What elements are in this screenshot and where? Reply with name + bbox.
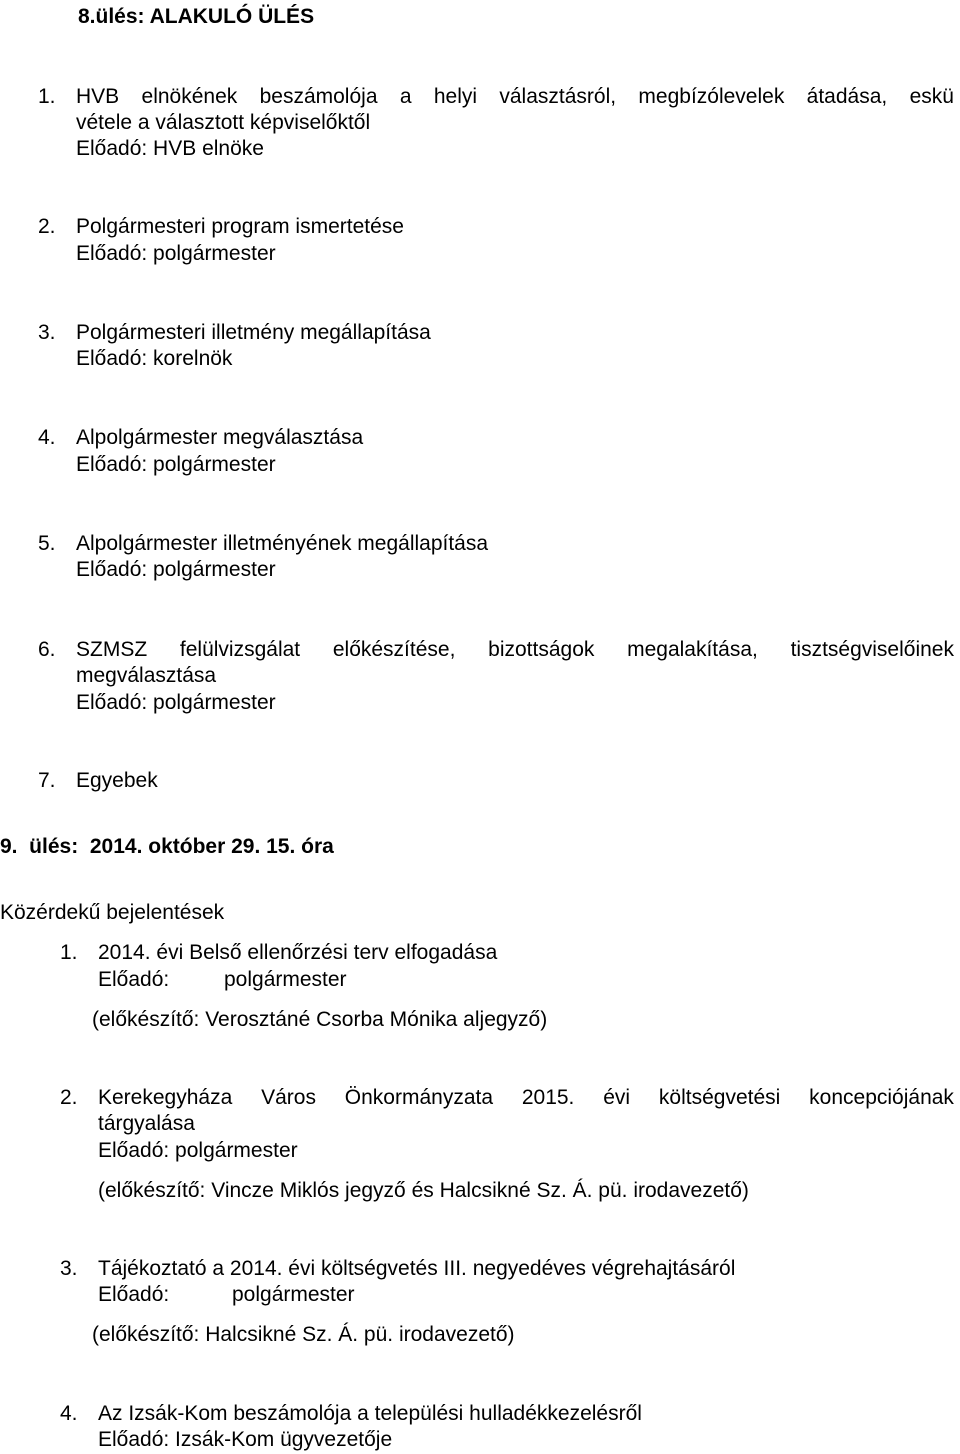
s9-item2-preparer: (előkészítő: Vincze Miklós jegyző és Halcsikné Sz. Á. pü. irodavezető) — [98, 1179, 749, 1202]
session9-subheading: Közérdekű bejelentések — [0, 901, 225, 924]
s8-item1-number: 1. — [38, 85, 56, 108]
s9-item3-preparer: (előkészítő: Halcsikné Sz. Á. pü. irodavezető) — [92, 1323, 515, 1346]
s9-item4-presenter: Előadó: Izsák-Kom ügyvezetője — [98, 1428, 393, 1451]
word: beszámolója — [259, 85, 378, 108]
word: tisztségviselőinek — [790, 638, 954, 661]
word: megalakítása, — [627, 638, 758, 661]
s9-item3-title: Tájékoztató a 2014. évi költségvetés III. negyedéves végrehajtásáról — [98, 1257, 736, 1280]
s8-item6-number: 6. — [38, 638, 56, 661]
s8-item1-presenter: Előadó: HVB elnöke — [76, 137, 264, 160]
s8-item6-title-line1 — [76, 637, 954, 663]
word: elnökének — [141, 85, 238, 108]
word: előkészítése, — [332, 638, 456, 661]
word: Önkormányzata — [344, 1086, 494, 1109]
s8-item1-title-line1 — [76, 84, 954, 110]
word: a — [399, 85, 412, 108]
s8-item7-number: 7. — [38, 769, 56, 792]
s9-item3-presenter-name: polgármester — [232, 1283, 355, 1306]
s9-item2-title-line2: tárgyalása — [98, 1112, 195, 1135]
s9-item3-number: 3. — [60, 1257, 78, 1280]
s9-item1-presenter-label: Előadó: — [98, 968, 170, 991]
word: 2015. — [521, 1086, 575, 1109]
s9-item4-number: 4. — [60, 1402, 78, 1425]
s9-item1-preparer: (előkészítő: Verosztáné Csorba Mónika aljegyző) — [92, 1008, 548, 1031]
word: választásról, — [499, 85, 617, 108]
word: évi — [603, 1086, 631, 1109]
word: megbízólevelek — [638, 85, 785, 108]
word: felülvizsgálat — [179, 638, 301, 661]
s8-item2-presenter: Előadó: polgármester — [76, 242, 276, 265]
s8-item5-presenter: Előadó: polgármester — [76, 558, 276, 581]
s8-item6-title-line2: megválasztása — [76, 664, 217, 687]
s8-item3-number: 3. — [38, 321, 56, 344]
s8-item3-presenter: Előadó: korelnök — [76, 347, 233, 370]
s8-item2-number: 2. — [38, 215, 56, 238]
word: Város — [261, 1086, 316, 1109]
s8-item4-number: 4. — [38, 426, 56, 449]
word: HVB — [76, 85, 120, 108]
s9-item1-number: 1. — [60, 941, 78, 964]
word: helyi — [433, 85, 478, 108]
s9-item2-number: 2. — [60, 1086, 78, 1109]
s9-item4-title: Az Izsák-Kom beszámolója a települési hulladékkezelésről — [98, 1402, 642, 1425]
s8-item7-title: Egyebek — [76, 769, 158, 792]
s8-item5-number: 5. — [38, 532, 56, 555]
word: átadása, — [806, 85, 888, 108]
word: koncepciójának — [809, 1086, 954, 1109]
word: eskü — [909, 85, 954, 108]
word: Kerekegyháza — [98, 1086, 233, 1109]
session9-title: 9. ülés: 2014. október 29. 15. óra — [0, 835, 334, 858]
s8-item4-title: Alpolgármester megválasztása — [76, 426, 364, 449]
word: költségvetési — [658, 1086, 781, 1109]
word: bizottságok — [488, 638, 595, 661]
session8-title: 8.ülés: ALAKULÓ ÜLÉS — [78, 5, 315, 28]
s9-item3-presenter-label: Előadó: — [98, 1283, 170, 1306]
s8-item2-title: Polgármesteri program ismertetése — [76, 215, 404, 238]
s8-item4-presenter: Előadó: polgármester — [76, 453, 276, 476]
s9-item2-presenter: Előadó: polgármester — [98, 1139, 298, 1162]
s9-item2-title-line1 — [98, 1085, 954, 1111]
s8-item3-title: Polgármesteri illetmény megállapítása — [76, 321, 431, 344]
s9-item1-title: 2014. évi Belső ellenőrzési terv elfogadása — [98, 941, 498, 964]
s8-item6-presenter: Előadó: polgármester — [76, 691, 276, 714]
s8-item5-title: Alpolgármester illetményének megállapítása — [76, 532, 489, 555]
s9-item1-presenter-name: polgármester — [224, 968, 347, 991]
word: SZMSZ — [76, 638, 148, 661]
s8-item1-title-line2: vétele a választott képviselőktől — [76, 111, 371, 134]
